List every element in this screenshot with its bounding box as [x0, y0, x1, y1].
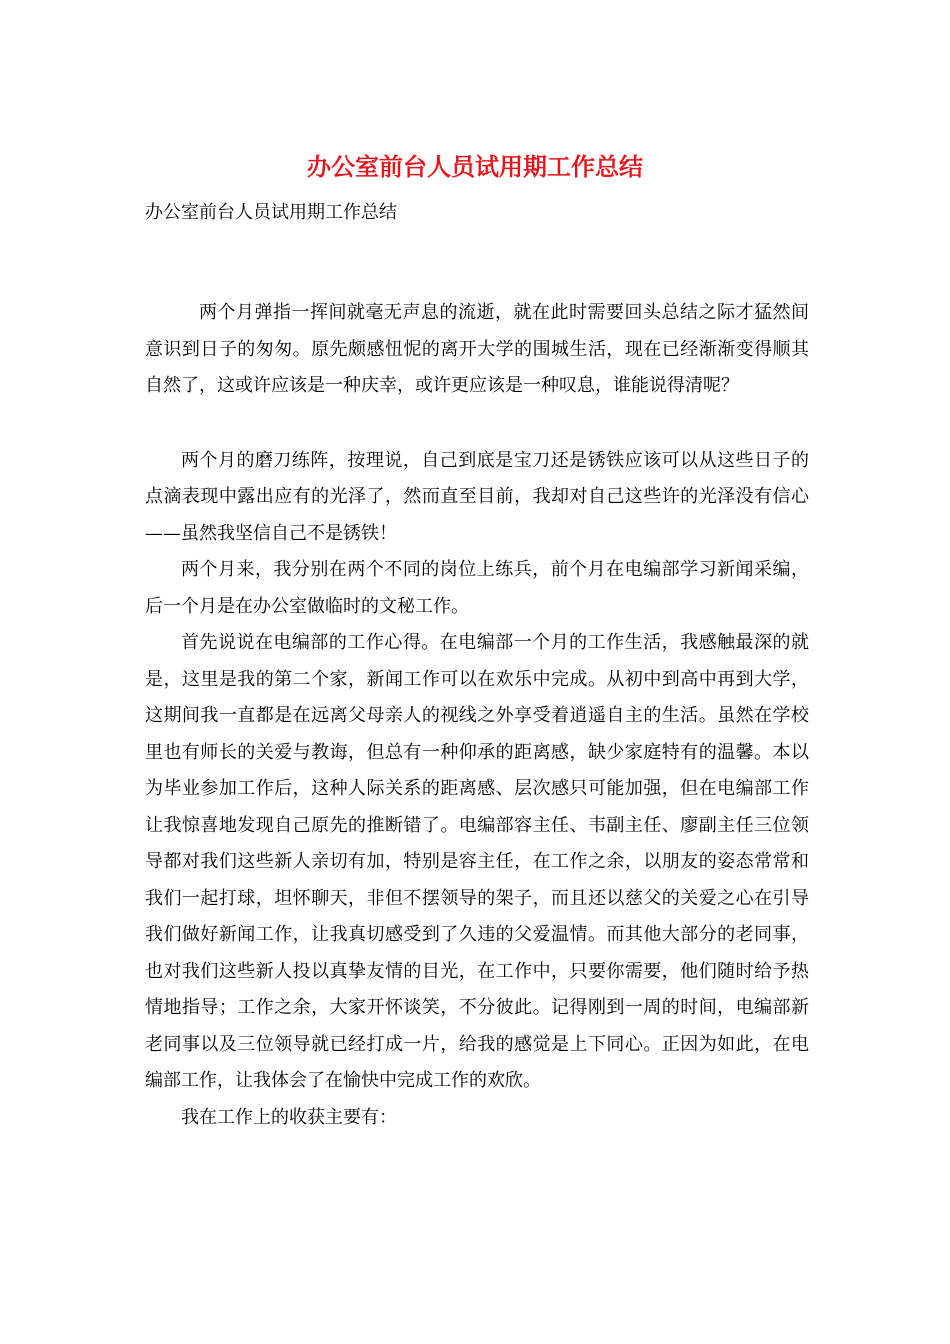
paragraph: 两个月的磨刀练阵，按理说，自己到底是宝刀还是锈铁应该可以从这些日子的点滴表现中露出应有的光泽了，然而直至目前，我却对自己这些许的光泽没有信心——虽然我坚信自己不是锈铁！ [145, 449, 809, 544]
paragraph: 我在工作上的收获主要有： [181, 1106, 397, 1128]
document-body [145, 295, 809, 1136]
paragraph: 首先说说在电编部的工作心得。在电编部一个月的工作生活，我感触最深的就是，这里是我的第二个家，新闻工作可以在欢乐中完成。从初中到高中再到大学，这期间我一直都是在远离父母亲人的视线之外享受着逍遥自主的生活。虽然在学校里也有师长的关爱与教诲，但总有一种仰承的距离感，缺少家庭特有的温馨。本以为毕业参加工作后，这种人际关系的距离感、层次感只可能加强，但在电编部工作让我惊喜地发现自己原先的推断错了。电编部容主任、韦副主任、廖副主任三位领导都对我们这些新人亲切有加，特别是容主任，在工作之余，以朋友的姿态常常和我们一起打球，坦怀聊天，非但不摆领导的架子，而且还以慈父的关爱之心在引导我们做好新闻工作，让我真切感受到了久违的父爱温情。而其他大部分的老同事，也对我们这些新人投以真挚友情的目光，在工作中，只要你需要，他们随时给予热情地指导；工作之余，大家开怀谈笑，不分彼此。记得刚到一周的时间，电编部新老同事以及三位领导就已经打成一片，给我的感觉是上下同心。正因为如此，在电编部工作，让我体会了在愉快中完成工作的欢欣。 [145, 632, 809, 1091]
document-title: 办公室前台人员试用期工作总结 [307, 152, 643, 181]
paragraph: 两个月弹指一挥间就毫无声息的流逝，就在此时需要回头总结之际才猛然间意识到日子的匆匆。原先颇感忸怩的离开大学的围城生活，现在已经渐渐变得顺其自然了，这或许应该是一种庆幸，或许更应该是一种叹息，谁能说得清呢？ [145, 302, 809, 396]
paragraph: 两个月来，我分别在两个不同的岗位上练兵，前个月在电编部学习新闻采编，后一个月是在办公室做临时的文秘工作。 [145, 559, 809, 617]
document-subtitle: 办公室前台人员试用期工作总结 [145, 202, 397, 223]
